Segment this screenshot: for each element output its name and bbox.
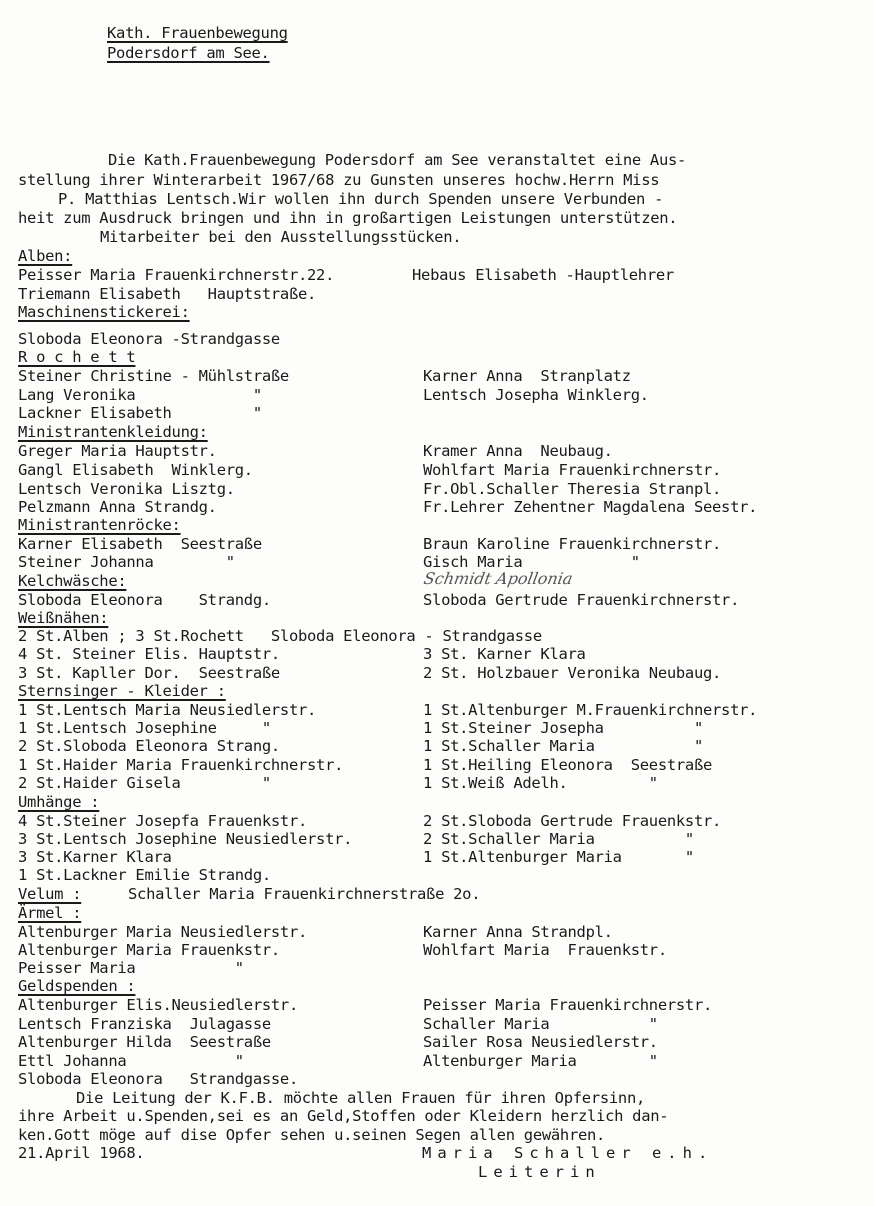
list-item: Steiner Johanna " xyxy=(18,553,235,571)
list-item: 2 St.Alben ; 3 St.Rochett Sloboda Eleonora - Strandgasse xyxy=(18,627,542,645)
heading-sternsinger: Sternsinger - Kleider : xyxy=(18,682,226,700)
list-item: 1 St.Steiner Josepha " xyxy=(423,719,703,737)
list-item: Karner Anna Strandpl. xyxy=(423,923,613,941)
list-item: Sailer Rosa Neusiedlerstr. xyxy=(423,1033,658,1051)
list-item: Lackner Elisabeth " xyxy=(18,404,262,422)
list-item: 1 St.Altenburger Maria " xyxy=(423,848,694,866)
list-item: Peisser Maria Frauenkirchnerstr. xyxy=(423,996,713,1014)
list-item: Altenburger Maria Neusiedlerstr. xyxy=(18,923,308,941)
list-item: Schaller Maria Frauenkirchnerstraße 2o. xyxy=(128,885,481,903)
heading-ministrantenkleidung: Ministrantenkleidung: xyxy=(18,423,208,441)
list-item: Fr.Lehrer Zehentner Magdalena Seestr. xyxy=(423,498,758,516)
heading-rochett: R o c h e t t xyxy=(18,348,136,366)
list-item: Sloboda Eleonora Strandgasse. xyxy=(18,1070,298,1088)
intro-line-4: heit zum Ausdruck bringen und ihn in großartigen Leistungen unterstützen. xyxy=(18,209,678,227)
list-item: 1 St.Haider Maria Frauenkirchnerstr. xyxy=(18,756,344,774)
list-item: Lentsch Franziska Julagasse xyxy=(18,1015,271,1033)
list-item: Altenburger Hilda Seestraße xyxy=(18,1033,271,1051)
list-item: 4 St.Steiner Josepfa Frauenkstr. xyxy=(18,812,308,830)
closing-line-1: Die Leitung der K.F.B. möchte allen Frauen für ihren Opfersinn, xyxy=(76,1089,646,1107)
closing-line-2: ihre Arbeit u.Spenden,sei es an Geld,Stoffen oder Kleidern herzlich dan- xyxy=(18,1107,669,1125)
closing-line-3: ken.Gott möge auf dise Opfer sehen u.seinen Segen allen gewähren. xyxy=(18,1126,606,1144)
list-item: Sloboda Eleonora -Strandgasse xyxy=(18,330,280,348)
list-item: Gisch Maria " xyxy=(423,553,640,571)
list-item: Lentsch Josepha Winklerg. xyxy=(423,386,649,404)
list-item: Pelzmann Anna Strandg. xyxy=(18,498,217,516)
list-item: 2 St.Sloboda Eleonora Strang. xyxy=(18,737,280,755)
heading-maschinenstickerei: Maschinenstickerei: xyxy=(18,303,190,321)
list-item: 1 St.Lackner Emilie Strandg. xyxy=(18,866,271,884)
list-item: Sloboda Gertrude Frauenkirchnerstr. xyxy=(423,591,740,609)
org-place: Podersdorf am See. xyxy=(107,44,270,62)
list-item: Altenburger Elis.Neusiedlerstr. xyxy=(18,996,298,1014)
list-item: Karner Anna Stranplatz xyxy=(423,367,631,385)
list-item: Peisser Maria Frauenkirchnerstr.22. xyxy=(18,266,335,284)
list-item: Steiner Christine - Mühlstraße xyxy=(18,367,289,385)
list-item: 3 St. Kapller Dor. Seestraße xyxy=(18,664,280,682)
list-item: Lang Veronika " xyxy=(18,386,262,404)
list-item: 2 St.Schaller Maria " xyxy=(423,830,694,848)
list-item: Altenburger Maria " xyxy=(423,1052,658,1070)
list-item: 1 St.Altenburger M.Frauenkirchnerstr. xyxy=(423,701,758,719)
list-item: Wohlfart Maria Frauenkstr. xyxy=(423,941,667,959)
heading-alben: Alben: xyxy=(18,247,73,265)
heading-aermel: Ärmel : xyxy=(18,904,82,922)
list-item: 3 St.Karner Klara xyxy=(18,848,172,866)
org-name: Kath. Frauenbewegung xyxy=(107,24,288,42)
intro-line-3: P. Matthias Lentsch.Wir wollen ihn durch Spenden unsere Verbunden - xyxy=(58,190,664,208)
list-item: Triemann Elisabeth Hauptstraße. xyxy=(18,285,317,303)
list-item: Peisser Maria " xyxy=(18,959,244,977)
list-item: 3 St.Lentsch Josephine Neusiedlerstr. xyxy=(18,830,353,848)
list-item: Karner Elisabeth Seestraße xyxy=(18,535,262,553)
heading-kelchwaesche: Kelchwäsche: xyxy=(18,572,127,590)
list-item: Braun Karoline Frauenkirchnerstr. xyxy=(423,535,722,553)
list-item: Wohlfart Maria Frauenkirchnerstr. xyxy=(423,461,722,479)
intro-line-1: Die Kath.Frauenbewegung Podersdorf am See veranstaltet eine Aus- xyxy=(108,151,687,169)
list-item: Lentsch Veronika Lisztg. xyxy=(18,480,235,498)
list-item: 1 St.Lentsch Maria Neusiedlerstr. xyxy=(18,701,317,719)
list-item: 2 St.Sloboda Gertrude Frauenkstr. xyxy=(423,812,722,830)
heading-ministrantenroecke: Ministrantenröcke: xyxy=(18,516,181,534)
list-item: 1 St.Weiß Adelh. " xyxy=(423,774,658,792)
list-item: 2 St.Haider Gisela " xyxy=(18,774,271,792)
list-item: 3 St. Karner Klara xyxy=(423,645,586,663)
list-item: Altenburger Maria Frauenkstr. xyxy=(18,941,280,959)
signature-role: Leiterin xyxy=(478,1163,601,1181)
handwritten-addition: Schmidt Apollonia xyxy=(422,569,575,588)
list-item: 4 St. Steiner Elis. Hauptstr. xyxy=(18,645,280,663)
heading-geldspenden: Geldspenden : xyxy=(18,977,136,995)
list-item: 1 St.Heiling Eleonora Seestraße xyxy=(423,756,713,774)
letter-date: 21.April 1968. xyxy=(18,1144,145,1162)
list-item: Ettl Johanna " xyxy=(18,1052,244,1070)
list-item: 1 St.Schaller Maria " xyxy=(423,737,703,755)
list-item: 2 St. Holzbauer Veronika Neubaug. xyxy=(423,664,722,682)
intro-line-5: Mitarbeiter bei den Ausstellungsstücken. xyxy=(100,228,462,246)
list-item: Kramer Anna Neubaug. xyxy=(423,442,613,460)
list-item: Fr.Obl.Schaller Theresia Stranpl. xyxy=(423,480,722,498)
heading-weissnaehen: Weißnähen: xyxy=(18,609,109,627)
heading-velum: Velum : xyxy=(18,885,82,903)
list-item: Hebaus Elisabeth -Hauptlehrer xyxy=(412,266,674,284)
list-item: Sloboda Eleonora Strandg. xyxy=(18,591,271,609)
list-item: Gangl Elisabeth Winklerg. xyxy=(18,461,253,479)
list-item: 1 St.Lentsch Josephine " xyxy=(18,719,271,737)
intro-line-2: stellung ihrer Winterarbeit 1967/68 zu Gunsten unseres hochw.Herrn Miss xyxy=(18,171,660,189)
list-item: Schaller Maria " xyxy=(423,1015,658,1033)
list-item: Greger Maria Hauptstr. xyxy=(18,442,217,460)
heading-umhaenge: Umhänge : xyxy=(18,793,100,811)
signature-name: Maria Schaller e.h. xyxy=(422,1144,714,1162)
